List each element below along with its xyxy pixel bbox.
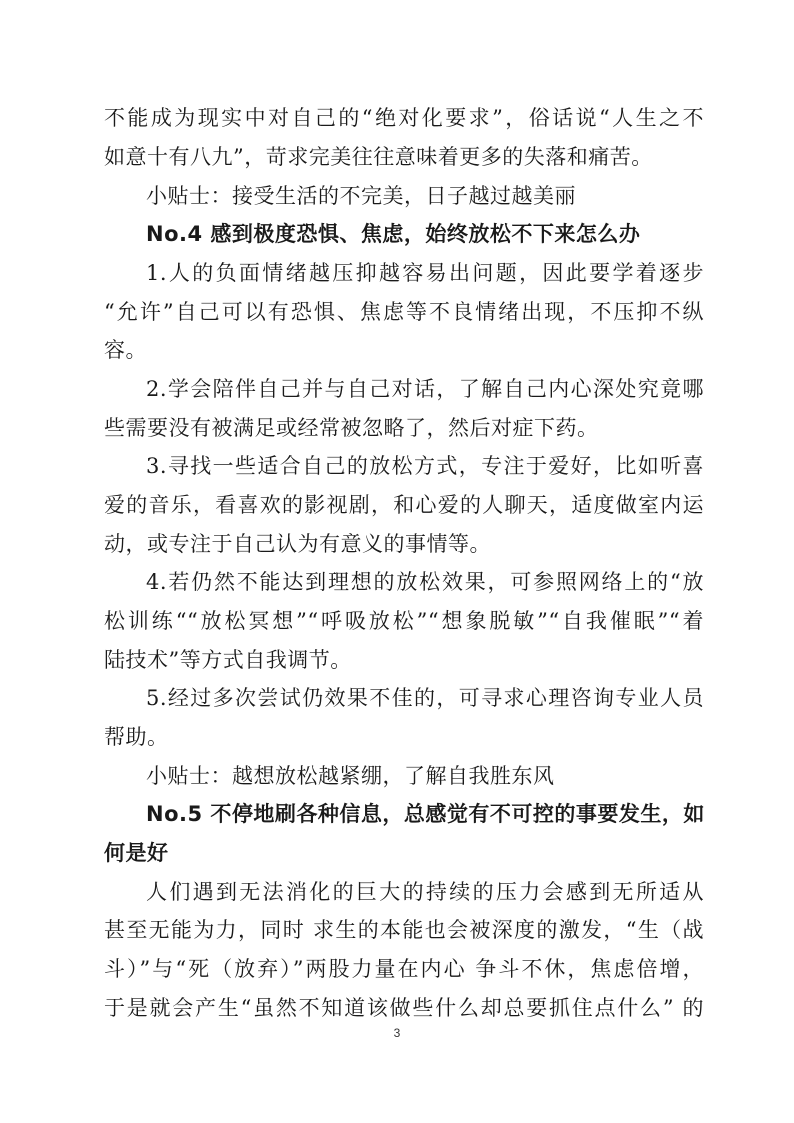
section-heading: No.5 不停地刷各种信息，总感觉有不可控的事要发生，如 (146, 802, 705, 826)
paragraph-line: 爱的音乐，看喜欢的影视剧，和心爱的人聊天，适度做室内运 (104, 493, 704, 517)
paragraph-line: 1.人的负面情绪越压抑越容易出问题，因此要学着逐步 (146, 261, 704, 285)
paragraph-line: 如意十有八九”，苛求完美往往意味着更多的失落和痛苦。 (104, 145, 653, 169)
paragraph-line: 斗）”与“死（放弃）”两股力量在内心 争斗不休，焦虑倍增， (104, 957, 704, 981)
paragraph-line: 甚至无能为力，同时 求生的本能也会被深度的激发，“生（战 (104, 918, 704, 942)
paragraph-line: 动，或专注于自己认为有意义的事情等。 (104, 532, 491, 556)
section-heading: No.4 感到极度恐惧、焦虑，始终放松不下来怎么办 (146, 222, 641, 246)
paragraph-line: 松训练““放松冥想”“呼吸放松”“想象脱敏”“自我催眠”“着 (104, 609, 704, 633)
paragraph-line: 陆技术”等方式自我调节。 (104, 648, 352, 672)
section-heading: 何是好 (104, 841, 169, 865)
paragraph-line: 帮助。 (104, 725, 169, 749)
page-number: 3 (393, 1026, 401, 1040)
paragraph-line: 4.若仍然不能达到理想的放松效果，可参照网络上的“放 (146, 570, 704, 594)
paragraph-line: 不能成为现实中对自己的“绝对化要求”，俗话说“人生之不 (104, 106, 704, 130)
paragraph-line: 3.寻找一些适合自己的放松方式，专注于爱好，比如听喜 (146, 454, 704, 478)
tip-line: 小贴士：接受生活的不完美，日子越过越美丽 (146, 184, 576, 208)
paragraph-line: 些需要没有被满足或经常被忽略了，然后对症下药。 (104, 416, 599, 440)
paragraph-line: 容。 (104, 338, 147, 362)
paragraph-line: 2.学会陪伴自己并与自己对话，了解自己内心深处究竟哪 (146, 377, 704, 401)
paragraph-line: 于是就会产生“虽然不知道该做些什么却总要抓住点什么” 的 (104, 996, 704, 1020)
paragraph-line: 5.经过多次尝试仍效果不佳的，可寻求心理咨询专业人员 (146, 686, 704, 710)
paragraph-line: 人们遇到无法消化的巨大的持续的压力会感到无所适从 (146, 880, 704, 904)
tip-line: 小贴士：越想放松越紧绷，了解自我胜东风 (146, 764, 555, 788)
paragraph-line: “允许”自己可以有恐惧、焦虑等不良情绪出现，不压抑不纵 (104, 300, 704, 324)
